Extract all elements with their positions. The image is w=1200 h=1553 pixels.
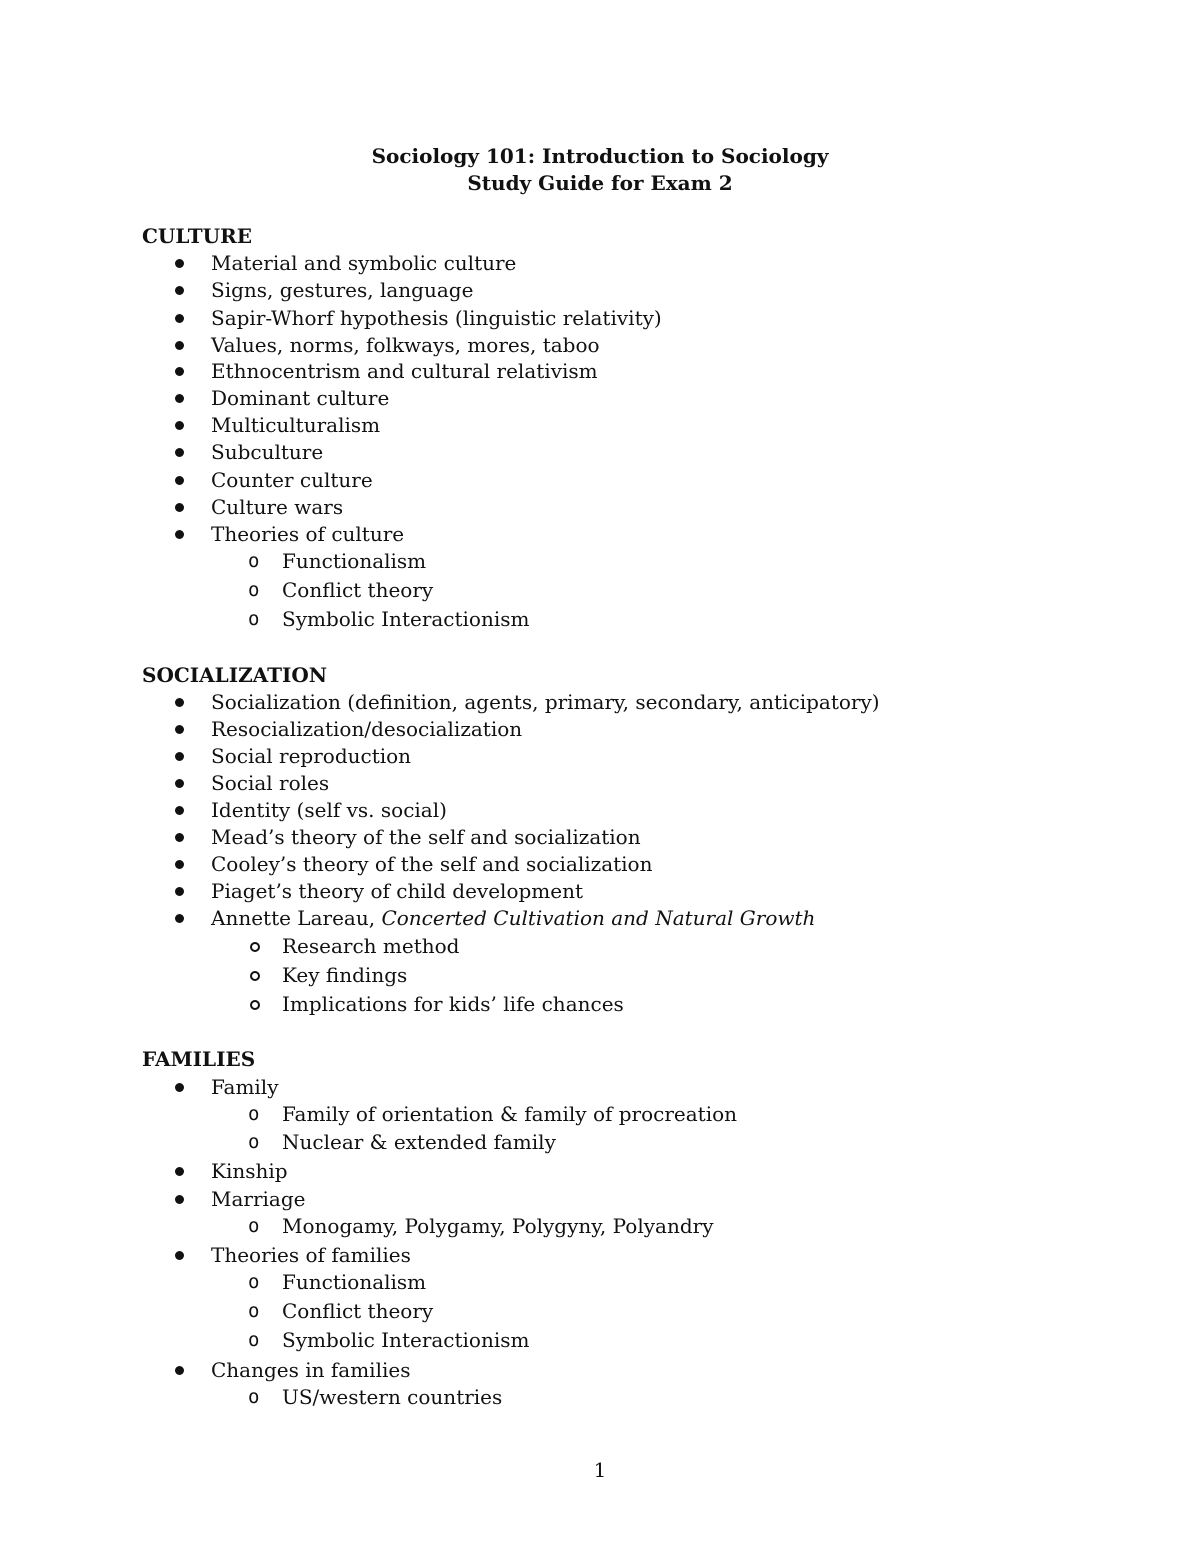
sub-bullet-icon: o [248, 1215, 260, 1237]
sub-list-item: Monogamy, Polygamy, Polygyny, Polyandry [282, 1214, 714, 1238]
bullet-icon [175, 833, 184, 842]
bullet-icon [175, 860, 184, 869]
list-item: Sapir-Whorf hypothesis (linguistic relativity) [211, 306, 662, 330]
sub-bullet-icon [250, 1000, 260, 1010]
bullet-icon [175, 752, 184, 761]
bullet-icon [175, 530, 184, 539]
bullet-icon [175, 1167, 184, 1176]
bullet-icon [175, 314, 184, 323]
sub-bullet-icon: o [248, 608, 260, 630]
sub-bullet-icon: o [248, 550, 260, 572]
sub-bullet-icon: o [248, 1386, 260, 1408]
bullet-icon [175, 914, 184, 923]
sub-list-item: Nuclear & extended family [282, 1130, 556, 1154]
list-item: Changes in families [211, 1358, 411, 1382]
list-item: Resocialization/desocialization [211, 717, 523, 741]
bullet-icon [175, 1083, 184, 1092]
list-item: Identity (self vs. social) [211, 798, 447, 822]
bullet-icon [175, 779, 184, 788]
sub-bullet-icon: o [248, 579, 260, 601]
list-item: Theories of families [211, 1243, 411, 1267]
list-item: Signs, gestures, language [211, 278, 474, 302]
sub-bullet-icon [250, 971, 260, 981]
list-item: Theories of culture [211, 522, 405, 546]
list-item: Multiculturalism [211, 413, 381, 437]
list-item: Dominant culture [211, 386, 390, 410]
list-item: Piaget’s theory of child development [211, 879, 584, 903]
bullet-icon [175, 259, 184, 268]
bullet-icon [175, 476, 184, 485]
section-heading-culture: CULTURE [142, 224, 252, 248]
sub-list-item: Symbolic Interactionism [282, 607, 530, 631]
list-item-lareau [211, 905, 815, 932]
lareau-title: Concerted Cultivation and Natural Growth [381, 906, 816, 930]
bullet-icon [175, 421, 184, 430]
list-item: Material and symbolic culture [211, 251, 517, 275]
list-item: Counter culture [211, 468, 373, 492]
list-item: Kinship [211, 1159, 288, 1183]
bullet-icon [175, 341, 184, 350]
bullet-icon [175, 698, 184, 707]
bullet-icon [175, 1195, 184, 1204]
title-line-2: Study Guide for Exam 2 [467, 171, 733, 195]
bullet-icon [175, 367, 184, 376]
sub-bullet-icon: o [248, 1329, 260, 1351]
list-item: Family [211, 1075, 279, 1099]
sub-list-item: Family of orientation & family of procreation [282, 1102, 738, 1126]
sub-list-item: Key findings [282, 963, 408, 987]
list-item: Subculture [211, 440, 324, 464]
sub-bullet-icon: o [248, 1271, 260, 1293]
bullet-icon [175, 286, 184, 295]
sub-bullet-icon: o [248, 1131, 260, 1153]
list-item: Culture wars [211, 495, 344, 519]
list-item: Cooley’s theory of the self and socialization [211, 852, 653, 876]
list-item: Ethnocentrism and cultural relativism [211, 359, 598, 383]
sub-list-item: Conflict theory [282, 578, 434, 602]
sub-list-item: Functionalism [282, 1270, 427, 1294]
title-line-1: Sociology 101: Introduction to Sociology [371, 144, 829, 168]
sub-list-item: US/western countries [282, 1385, 503, 1409]
list-item: Marriage [211, 1187, 306, 1211]
lareau-author: Annette Lareau, [211, 906, 382, 930]
bullet-icon [175, 725, 184, 734]
sub-bullet-icon: o [248, 1103, 260, 1125]
sub-bullet-icon [250, 942, 260, 952]
bullet-icon [175, 1251, 184, 1260]
list-item: Mead’s theory of the self and socialization [211, 825, 641, 849]
bullet-icon [175, 448, 184, 457]
bullet-icon [175, 887, 184, 896]
sub-list-item: Research method [282, 934, 460, 958]
list-item: Values, norms, folkways, mores, taboo [211, 333, 600, 357]
sub-list-item: Functionalism [282, 549, 427, 573]
sub-list-item: Implications for kids’ life chances [282, 992, 624, 1016]
bullet-icon [175, 806, 184, 815]
bullet-icon [175, 503, 184, 512]
list-item: Social reproduction [211, 744, 412, 768]
page-number: 1 [593, 1458, 607, 1482]
bullet-icon [175, 394, 184, 403]
bullet-icon [175, 1366, 184, 1375]
section-heading-socialization: SOCIALIZATION [142, 663, 328, 687]
sub-list-item: Conflict theory [282, 1299, 434, 1323]
sub-list-item: Symbolic Interactionism [282, 1328, 530, 1352]
list-item: Socialization (definition, agents, primary, secondary, anticipatory) [211, 690, 880, 714]
list-item: Social roles [211, 771, 330, 795]
section-heading-families: FAMILIES [142, 1047, 256, 1071]
sub-bullet-icon: o [248, 1300, 260, 1322]
